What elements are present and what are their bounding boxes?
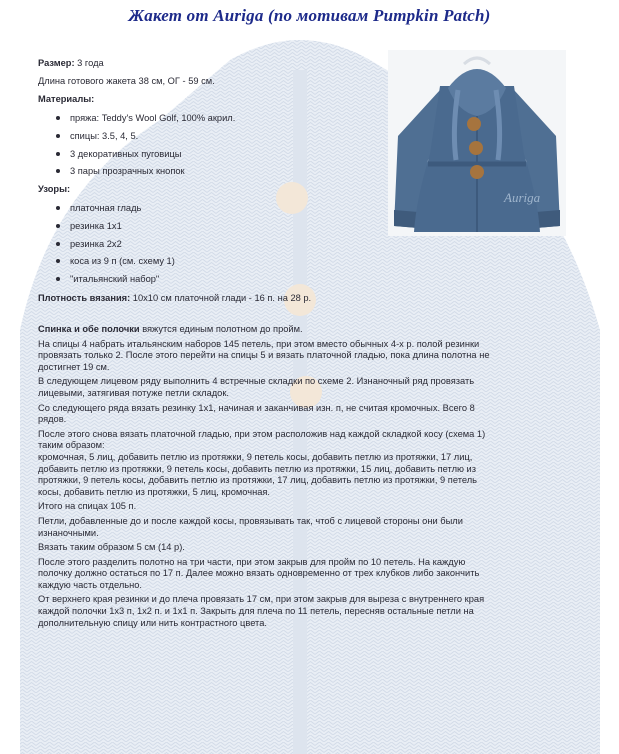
gauge-value: 10х10 см платочной глади - 16 п. на 28 р.	[130, 293, 312, 303]
section-intro	[38, 324, 583, 336]
photo-watermark: Auriga	[504, 190, 541, 205]
materials-item: 3 декоративных пуговицы	[56, 148, 235, 166]
instruction-paragraph	[38, 376, 583, 399]
patterns-heading: Узоры:	[38, 184, 71, 194]
instruction-line: дополнительную спицу или нить контрастного цвета.	[38, 617, 267, 628]
instruction-line: добавить петлю из протяжки, 9 петель косы, добавить петлю из протяжки, 15 лиц, добавить петлю из	[38, 463, 477, 474]
instruction-line: От верхнего края резинки и до плеча провязать 17 см, при этом закрыв для выреза с внутреннего края	[38, 594, 485, 605]
instruction-paragraph	[38, 557, 583, 592]
materials-heading: Материалы:	[38, 94, 95, 104]
instruction-line: полочку должно остаться по 17 п. Далее можно вязать одновременно от трех клубков либо закончить	[38, 568, 480, 579]
instruction-paragraph	[38, 542, 583, 554]
instruction-line: Петли, добавленные до и после каждой косы, провязывать так, чтоб с лицевой стороны они были	[38, 515, 463, 526]
materials-item: пряжа: Teddy's Wool Golf, 100% акрил.	[56, 112, 235, 130]
instruction-line: После этого разделить полотно на три части, при этом закрыв для пройм по 10 петель. На каждую	[38, 556, 466, 567]
gauge-line	[38, 292, 311, 304]
size-value: 3 года	[74, 58, 104, 68]
instructions	[38, 324, 583, 632]
instruction-line: Итого на спицах 105 п.	[38, 501, 137, 512]
patterns-item: "итальянский набор"	[56, 273, 175, 291]
section-intro-text: вяжутся единым полотном до пройм.	[139, 324, 303, 334]
instruction-paragraph	[38, 403, 583, 426]
size-line	[38, 57, 104, 69]
instruction-line: кромочная, 5 лиц, добавить петлю из протяжки, 9 петель косы, добавить петлю из протяжки, 17 лиц,	[38, 451, 473, 462]
instruction-line: таким образом:	[38, 440, 105, 451]
instruction-paragraph	[38, 594, 583, 629]
materials-item: спицы: 3.5, 4, 5.	[56, 130, 235, 148]
patterns-item: платочная гладь	[56, 202, 175, 220]
instruction-line: косы, добавить петлю из протяжки, 5 лиц, кромочная.	[38, 486, 271, 497]
section-heading: Спинка и обе полочки	[38, 324, 140, 334]
instruction-paragraph	[38, 516, 583, 539]
instruction-line: В следующем лицевом ряду выполнить 4 встречные складки по схеме 2. Изнаночный ряд провязать	[38, 376, 475, 387]
instruction-line: провязать только 2. После этого перейти на спицы 5 и вязать платочной гладью, пока длина полотна не	[38, 350, 490, 361]
instruction-line: каждой полочки 1х3 п, 1х2 п. и 1х1 п. Закрыть для плеча по 11 петель, пересняв остальные петли на	[38, 606, 474, 617]
jacket-photo	[388, 50, 566, 236]
instruction-line: достигнет 19 см.	[38, 361, 110, 372]
patterns-item: резинка 2х2	[56, 238, 175, 256]
page-title: Жакет от Auriga (по мотивам Pumpkin Patch)	[128, 6, 491, 25]
instruction-line: протяжки, 9 петель косы, добавить петлю из протяжки, 17 лиц, добавить петлю из протяжки, 9 петель	[38, 475, 477, 486]
instruction-line: На спицы 4 набрать итальянским наборов 145 петель, при этом вместо обычных 4-х р. полой резинки	[38, 338, 480, 349]
gauge-label: Плотность вязания:	[38, 293, 131, 303]
instruction-line: изнаночными.	[38, 527, 99, 538]
dimensions-line: Длина готового жакета 38 см, ОГ - 59 см.	[38, 76, 215, 86]
instruction-paragraph	[38, 501, 583, 513]
instruction-line: Со следующего ряда вязать резинку 1х1, начиная и заканчивая изн. п, не считая кромочных. Всего 8	[38, 402, 475, 413]
size-label: Размер:	[38, 58, 75, 68]
materials-item: 3 пары прозрачных кнопок	[56, 165, 235, 183]
materials-list	[56, 112, 235, 183]
instruction-line: каждую часть отдельно.	[38, 579, 142, 590]
instruction-paragraph	[38, 429, 583, 499]
patterns-item: коса из 9 п (см. схему 1)	[56, 255, 175, 273]
instruction-line: Вязать таким образом 5 см (14 р).	[38, 542, 185, 553]
instruction-paragraph	[38, 339, 583, 374]
instruction-line: После этого снова вязать платочной гладью, при этом расположив над каждой складкой косу (схема 1)	[38, 428, 486, 439]
patterns-item: резинка 1х1	[56, 220, 175, 238]
instruction-line: лицевыми, затягивая потуже петли складок.	[38, 387, 230, 398]
patterns-list	[56, 202, 175, 291]
instruction-line: рядов.	[38, 414, 67, 425]
